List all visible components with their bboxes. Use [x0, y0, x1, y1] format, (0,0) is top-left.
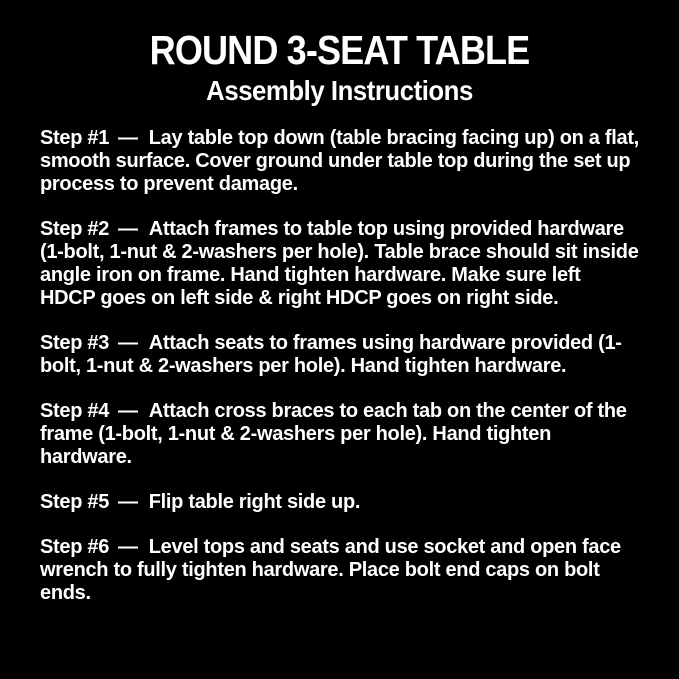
step-1-separator: —: [118, 127, 138, 150]
page-subtitle: Assembly Instructions: [206, 75, 473, 107]
step-5-text: Flip table right side up.: [148, 491, 361, 514]
step-2-separator: —: [118, 218, 138, 241]
page-title: ROUND 3-SEAT TABLE: [149, 27, 530, 73]
step-6-label: Step #6: [40, 536, 110, 559]
step-3-label: Step #3: [40, 332, 110, 355]
step-2-label: Step #2: [40, 218, 110, 241]
step-2: [40, 218, 639, 310]
step-3-text: Attach seats to frames using hardware provided (1-bolt, 1-nut & 2-washers per hole). Hand tighten hardware.: [40, 332, 622, 378]
step-4-separator: —: [118, 400, 138, 423]
step-4-text: Attach cross braces to each tab on the center of the frame (1-bolt, 1-nut & 2-washers per hole). Hand tighten hardware.: [40, 400, 627, 469]
step-2-text: Attach frames to table top using provided hardware (1-bolt, 1-nut & 2-washers per hole). Table brace should sit inside angle iron on frame. Hand tighten hardware. Make sure left HDCP goes on left side & right HDCP goes on right side.: [40, 218, 639, 310]
step-1-label: Step #1: [40, 127, 110, 150]
step-3-separator: —: [118, 332, 138, 355]
step-5: [40, 491, 639, 514]
step-6-separator: —: [118, 536, 138, 559]
step-4: [40, 400, 639, 469]
steps-list: [40, 127, 639, 605]
step-1: [40, 127, 639, 196]
step-3: [40, 332, 639, 378]
step-5-label: Step #5: [40, 491, 110, 514]
step-1-text: Lay table top down (table bracing facing up) on a flat, smooth surface. Cover ground under table top during the set up process to prevent damage.: [40, 127, 639, 196]
step-5-separator: —: [118, 491, 138, 514]
step-6-text: Level tops and seats and use socket and open face wrench to fully tighten hardware. Place bolt end caps on bolt ends.: [40, 536, 621, 605]
step-6: [40, 536, 639, 605]
step-4-label: Step #4: [40, 400, 110, 423]
